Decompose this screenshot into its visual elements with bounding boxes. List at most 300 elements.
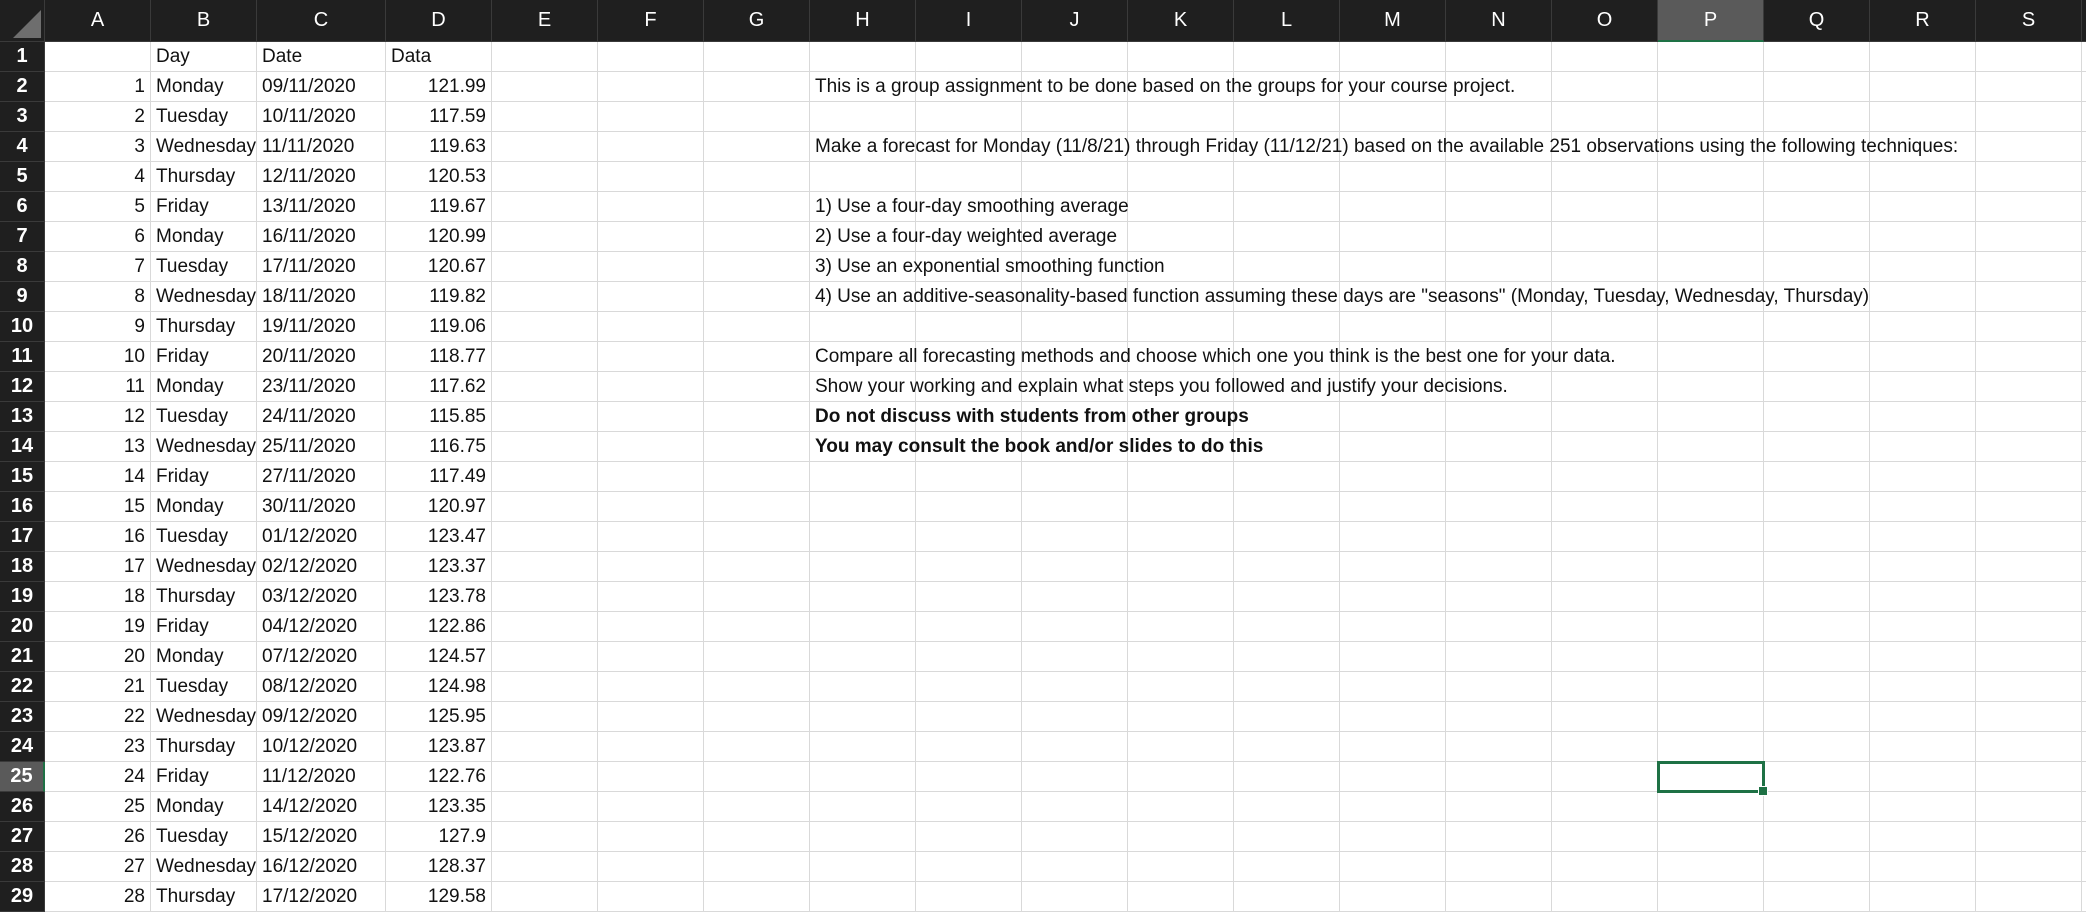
cell-n26[interactable] [1446, 792, 1552, 822]
cell-g6[interactable] [704, 192, 810, 222]
cell-d19[interactable]: 123.78 [386, 582, 492, 612]
cell-n13[interactable] [1446, 402, 1552, 432]
cell-f1[interactable] [598, 42, 704, 72]
cell-b1[interactable]: Day [151, 42, 257, 72]
cell-s15[interactable] [1976, 462, 2082, 492]
cell-a26[interactable]: 25 [45, 792, 151, 822]
cell-i18[interactable] [916, 552, 1022, 582]
cell-k28[interactable] [1128, 852, 1234, 882]
cell-o18[interactable] [1552, 552, 1658, 582]
cell-o22[interactable] [1552, 672, 1658, 702]
cell-d14[interactable]: 116.75 [386, 432, 492, 462]
cell-b4[interactable]: Wednesday [151, 132, 257, 162]
cell-a5[interactable]: 4 [45, 162, 151, 192]
cell-f4[interactable] [598, 132, 704, 162]
cell-e25[interactable] [492, 762, 598, 792]
cell-i19[interactable] [916, 582, 1022, 612]
cell-q7[interactable] [1764, 222, 1870, 252]
cell-a11[interactable]: 10 [45, 342, 151, 372]
cell-d26[interactable]: 123.35 [386, 792, 492, 822]
cell-o20[interactable] [1552, 612, 1658, 642]
cell-r15[interactable] [1870, 462, 1976, 492]
cell-f8[interactable] [598, 252, 704, 282]
cell-h23[interactable] [810, 702, 916, 732]
cell-m14[interactable] [1340, 432, 1446, 462]
cell-h10[interactable] [810, 312, 916, 342]
cell-q1[interactable] [1764, 42, 1870, 72]
cell-f11[interactable] [598, 342, 704, 372]
cell-r29[interactable] [1870, 882, 1976, 912]
cell-g11[interactable] [704, 342, 810, 372]
cell-e1[interactable] [492, 42, 598, 72]
cell-r14[interactable] [1870, 432, 1976, 462]
cell-g7[interactable] [704, 222, 810, 252]
cell-b11[interactable]: Friday [151, 342, 257, 372]
cell-a18[interactable]: 17 [45, 552, 151, 582]
cell-s29[interactable] [1976, 882, 2082, 912]
cell-h13[interactable]: Do not discuss with students from other groups [810, 402, 916, 432]
cell-n14[interactable] [1446, 432, 1552, 462]
cell-q19[interactable] [1764, 582, 1870, 612]
row-header-18[interactable]: 18 [0, 552, 45, 582]
cell-f27[interactable] [598, 822, 704, 852]
cell-a29[interactable]: 28 [45, 882, 151, 912]
column-header-e[interactable]: E [492, 0, 598, 42]
cell-g26[interactable] [704, 792, 810, 822]
column-header-a[interactable]: A [45, 0, 151, 42]
cell-p18[interactable] [1658, 552, 1764, 582]
cell-c16[interactable]: 30/11/2020 [257, 492, 386, 522]
cell-f2[interactable] [598, 72, 704, 102]
cell-b24[interactable]: Thursday [151, 732, 257, 762]
cell-a16[interactable]: 15 [45, 492, 151, 522]
cell-k6[interactable] [1128, 192, 1234, 222]
cell-p8[interactable] [1658, 252, 1764, 282]
cell-r28[interactable] [1870, 852, 1976, 882]
cell-p22[interactable] [1658, 672, 1764, 702]
cell-c3[interactable]: 10/11/2020 [257, 102, 386, 132]
cell-r9[interactable] [1870, 282, 1976, 312]
cell-f17[interactable] [598, 522, 704, 552]
cell-s23[interactable] [1976, 702, 2082, 732]
cell-b14[interactable]: Wednesday [151, 432, 257, 462]
cell-c19[interactable]: 03/12/2020 [257, 582, 386, 612]
cell-m19[interactable] [1340, 582, 1446, 612]
cell-c2[interactable]: 09/11/2020 [257, 72, 386, 102]
row-header-4[interactable]: 4 [0, 132, 45, 162]
row-header-27[interactable]: 27 [0, 822, 45, 852]
cell-l5[interactable] [1234, 162, 1340, 192]
cell-d29[interactable]: 129.58 [386, 882, 492, 912]
cell-l22[interactable] [1234, 672, 1340, 702]
cell-d9[interactable]: 119.82 [386, 282, 492, 312]
cell-r20[interactable] [1870, 612, 1976, 642]
cell-j16[interactable] [1022, 492, 1128, 522]
cell-j29[interactable] [1022, 882, 1128, 912]
cell-r18[interactable] [1870, 552, 1976, 582]
cell-e20[interactable] [492, 612, 598, 642]
cell-r6[interactable] [1870, 192, 1976, 222]
cell-j26[interactable] [1022, 792, 1128, 822]
cell-o24[interactable] [1552, 732, 1658, 762]
cell-i21[interactable] [916, 642, 1022, 672]
cell-e15[interactable] [492, 462, 598, 492]
cell-m15[interactable] [1340, 462, 1446, 492]
cell-m20[interactable] [1340, 612, 1446, 642]
cell-d3[interactable]: 117.59 [386, 102, 492, 132]
cell-d25[interactable]: 122.76 [386, 762, 492, 792]
cell-l29[interactable] [1234, 882, 1340, 912]
cell-e6[interactable] [492, 192, 598, 222]
cell-l19[interactable] [1234, 582, 1340, 612]
cell-d15[interactable]: 117.49 [386, 462, 492, 492]
cell-q13[interactable] [1764, 402, 1870, 432]
cell-f3[interactable] [598, 102, 704, 132]
cell-g13[interactable] [704, 402, 810, 432]
cell-p11[interactable] [1658, 342, 1764, 372]
cell-s5[interactable] [1976, 162, 2082, 192]
cell-o10[interactable] [1552, 312, 1658, 342]
cell-g23[interactable] [704, 702, 810, 732]
cell-h20[interactable] [810, 612, 916, 642]
cell-a1[interactable] [45, 42, 151, 72]
cell-b2[interactable]: Monday [151, 72, 257, 102]
cell-s26[interactable] [1976, 792, 2082, 822]
column-header-d[interactable]: D [386, 0, 492, 42]
cell-i24[interactable] [916, 732, 1022, 762]
cell-g3[interactable] [704, 102, 810, 132]
cell-a27[interactable]: 26 [45, 822, 151, 852]
cell-s20[interactable] [1976, 612, 2082, 642]
column-header-b[interactable]: B [151, 0, 257, 42]
cell-c21[interactable]: 07/12/2020 [257, 642, 386, 672]
cell-p28[interactable] [1658, 852, 1764, 882]
cell-p19[interactable] [1658, 582, 1764, 612]
cell-g12[interactable] [704, 372, 810, 402]
cell-p14[interactable] [1658, 432, 1764, 462]
cell-e28[interactable] [492, 852, 598, 882]
cell-k17[interactable] [1128, 522, 1234, 552]
cell-s22[interactable] [1976, 672, 2082, 702]
cell-a28[interactable]: 27 [45, 852, 151, 882]
cell-o26[interactable] [1552, 792, 1658, 822]
cell-i3[interactable] [916, 102, 1022, 132]
cell-l1[interactable] [1234, 42, 1340, 72]
cell-o15[interactable] [1552, 462, 1658, 492]
cell-h24[interactable] [810, 732, 916, 762]
cell-n24[interactable] [1446, 732, 1552, 762]
cell-i23[interactable] [916, 702, 1022, 732]
cell-d23[interactable]: 125.95 [386, 702, 492, 732]
cell-e12[interactable] [492, 372, 598, 402]
cell-m13[interactable] [1340, 402, 1446, 432]
cell-b7[interactable]: Monday [151, 222, 257, 252]
cell-e22[interactable] [492, 672, 598, 702]
cell-n20[interactable] [1446, 612, 1552, 642]
cell-g25[interactable] [704, 762, 810, 792]
cell-j17[interactable] [1022, 522, 1128, 552]
cell-h12[interactable]: Show your working and explain what steps you followed and justify your decisions. [810, 372, 916, 402]
cell-g15[interactable] [704, 462, 810, 492]
cell-o6[interactable] [1552, 192, 1658, 222]
cell-q21[interactable] [1764, 642, 1870, 672]
cell-s25[interactable] [1976, 762, 2082, 792]
cell-j22[interactable] [1022, 672, 1128, 702]
cell-q15[interactable] [1764, 462, 1870, 492]
cell-o29[interactable] [1552, 882, 1658, 912]
cell-q18[interactable] [1764, 552, 1870, 582]
cell-n25[interactable] [1446, 762, 1552, 792]
row-header-25[interactable]: 25 [0, 762, 45, 792]
cell-o3[interactable] [1552, 102, 1658, 132]
cell-e14[interactable] [492, 432, 598, 462]
cell-o8[interactable] [1552, 252, 1658, 282]
cell-j1[interactable] [1022, 42, 1128, 72]
cell-b22[interactable]: Tuesday [151, 672, 257, 702]
cell-m3[interactable] [1340, 102, 1446, 132]
cell-k3[interactable] [1128, 102, 1234, 132]
cell-a21[interactable]: 20 [45, 642, 151, 672]
cell-j15[interactable] [1022, 462, 1128, 492]
cell-m18[interactable] [1340, 552, 1446, 582]
cell-q24[interactable] [1764, 732, 1870, 762]
cell-p16[interactable] [1658, 492, 1764, 522]
cell-c14[interactable]: 25/11/2020 [257, 432, 386, 462]
cell-b26[interactable]: Monday [151, 792, 257, 822]
cell-r3[interactable] [1870, 102, 1976, 132]
cell-d21[interactable]: 124.57 [386, 642, 492, 672]
cell-m7[interactable] [1340, 222, 1446, 252]
cell-g22[interactable] [704, 672, 810, 702]
column-header-j[interactable]: J [1022, 0, 1128, 42]
cell-s12[interactable] [1976, 372, 2082, 402]
cell-f21[interactable] [598, 642, 704, 672]
cell-a25[interactable]: 24 [45, 762, 151, 792]
cell-o21[interactable] [1552, 642, 1658, 672]
cell-p2[interactable] [1658, 72, 1764, 102]
cell-c5[interactable]: 12/11/2020 [257, 162, 386, 192]
cell-l3[interactable] [1234, 102, 1340, 132]
cell-n17[interactable] [1446, 522, 1552, 552]
row-header-28[interactable]: 28 [0, 852, 45, 882]
cell-f9[interactable] [598, 282, 704, 312]
cell-r21[interactable] [1870, 642, 1976, 672]
cell-s27[interactable] [1976, 822, 2082, 852]
cell-h7[interactable]: 2) Use a four-day weighted average [810, 222, 916, 252]
cell-d10[interactable]: 119.06 [386, 312, 492, 342]
cell-m25[interactable] [1340, 762, 1446, 792]
cell-g24[interactable] [704, 732, 810, 762]
cell-r1[interactable] [1870, 42, 1976, 72]
cell-m16[interactable] [1340, 492, 1446, 522]
cell-c27[interactable]: 15/12/2020 [257, 822, 386, 852]
cell-e23[interactable] [492, 702, 598, 732]
cell-d12[interactable]: 117.62 [386, 372, 492, 402]
cell-s14[interactable] [1976, 432, 2082, 462]
cell-p23[interactable] [1658, 702, 1764, 732]
cell-o25[interactable] [1552, 762, 1658, 792]
cell-m10[interactable] [1340, 312, 1446, 342]
cell-j25[interactable] [1022, 762, 1128, 792]
cell-j10[interactable] [1022, 312, 1128, 342]
cell-j3[interactable] [1022, 102, 1128, 132]
cell-k20[interactable] [1128, 612, 1234, 642]
cell-g14[interactable] [704, 432, 810, 462]
cell-n10[interactable] [1446, 312, 1552, 342]
cell-n1[interactable] [1446, 42, 1552, 72]
cell-o2[interactable] [1552, 72, 1658, 102]
cell-o13[interactable] [1552, 402, 1658, 432]
cell-q16[interactable] [1764, 492, 1870, 522]
cell-n7[interactable] [1446, 222, 1552, 252]
cell-r10[interactable] [1870, 312, 1976, 342]
cell-s2[interactable] [1976, 72, 2082, 102]
cell-b17[interactable]: Tuesday [151, 522, 257, 552]
cell-c13[interactable]: 24/11/2020 [257, 402, 386, 432]
cell-p20[interactable] [1658, 612, 1764, 642]
cell-s19[interactable] [1976, 582, 2082, 612]
cell-f25[interactable] [598, 762, 704, 792]
cell-g21[interactable] [704, 642, 810, 672]
cell-a7[interactable]: 6 [45, 222, 151, 252]
cell-l17[interactable] [1234, 522, 1340, 552]
row-header-8[interactable]: 8 [0, 252, 45, 282]
cell-q23[interactable] [1764, 702, 1870, 732]
cell-h6[interactable]: 1) Use a four-day smoothing average [810, 192, 916, 222]
row-header-13[interactable]: 13 [0, 402, 45, 432]
cell-q5[interactable] [1764, 162, 1870, 192]
cell-q11[interactable] [1764, 342, 1870, 372]
cell-c20[interactable]: 04/12/2020 [257, 612, 386, 642]
cell-i26[interactable] [916, 792, 1022, 822]
column-header-k[interactable]: K [1128, 0, 1234, 42]
cell-q29[interactable] [1764, 882, 1870, 912]
cell-p24[interactable] [1658, 732, 1764, 762]
cell-h16[interactable] [810, 492, 916, 522]
cell-h5[interactable] [810, 162, 916, 192]
cell-k27[interactable] [1128, 822, 1234, 852]
cell-n27[interactable] [1446, 822, 1552, 852]
cell-m26[interactable] [1340, 792, 1446, 822]
cell-c4[interactable]: 11/11/2020 [257, 132, 386, 162]
cell-b18[interactable]: Wednesday [151, 552, 257, 582]
cell-b6[interactable]: Friday [151, 192, 257, 222]
cell-f13[interactable] [598, 402, 704, 432]
cell-i10[interactable] [916, 312, 1022, 342]
cell-i17[interactable] [916, 522, 1022, 552]
column-header-h[interactable]: H [810, 0, 916, 42]
cell-g18[interactable] [704, 552, 810, 582]
cell-d16[interactable]: 120.97 [386, 492, 492, 522]
cell-c26[interactable]: 14/12/2020 [257, 792, 386, 822]
cell-o1[interactable] [1552, 42, 1658, 72]
cell-s10[interactable] [1976, 312, 2082, 342]
cell-h17[interactable] [810, 522, 916, 552]
cell-r12[interactable] [1870, 372, 1976, 402]
cell-p26[interactable] [1658, 792, 1764, 822]
cell-s6[interactable] [1976, 192, 2082, 222]
cell-r22[interactable] [1870, 672, 1976, 702]
cell-f7[interactable] [598, 222, 704, 252]
cell-p13[interactable] [1658, 402, 1764, 432]
cell-l25[interactable] [1234, 762, 1340, 792]
cell-g27[interactable] [704, 822, 810, 852]
cell-c7[interactable]: 16/11/2020 [257, 222, 386, 252]
cell-b21[interactable]: Monday [151, 642, 257, 672]
cell-s3[interactable] [1976, 102, 2082, 132]
cell-e3[interactable] [492, 102, 598, 132]
cell-a13[interactable]: 12 [45, 402, 151, 432]
cell-e16[interactable] [492, 492, 598, 522]
cell-s9[interactable] [1976, 282, 2082, 312]
cell-g19[interactable] [704, 582, 810, 612]
cell-l7[interactable] [1234, 222, 1340, 252]
cell-h2[interactable]: This is a group assignment to be done based on the groups for your course project. [810, 72, 916, 102]
cell-k26[interactable] [1128, 792, 1234, 822]
cell-e29[interactable] [492, 882, 598, 912]
cell-a12[interactable]: 11 [45, 372, 151, 402]
cell-s16[interactable] [1976, 492, 2082, 522]
cell-p17[interactable] [1658, 522, 1764, 552]
row-header-7[interactable]: 7 [0, 222, 45, 252]
cell-k24[interactable] [1128, 732, 1234, 762]
cell-n3[interactable] [1446, 102, 1552, 132]
cell-g16[interactable] [704, 492, 810, 522]
cell-n28[interactable] [1446, 852, 1552, 882]
cell-r16[interactable] [1870, 492, 1976, 522]
cell-g17[interactable] [704, 522, 810, 552]
cell-l6[interactable] [1234, 192, 1340, 222]
cell-h4[interactable]: Make a forecast for Monday (11/8/21) through Friday (11/12/21) based on the available 251 observations using the following techniques: [810, 132, 916, 162]
cell-m5[interactable] [1340, 162, 1446, 192]
row-header-15[interactable]: 15 [0, 462, 45, 492]
column-header-m[interactable]: M [1340, 0, 1446, 42]
cell-k15[interactable] [1128, 462, 1234, 492]
cell-e13[interactable] [492, 402, 598, 432]
cell-o19[interactable] [1552, 582, 1658, 612]
cell-h19[interactable] [810, 582, 916, 612]
cell-a2[interactable]: 1 [45, 72, 151, 102]
cell-b20[interactable]: Friday [151, 612, 257, 642]
cell-n23[interactable] [1446, 702, 1552, 732]
cell-q28[interactable] [1764, 852, 1870, 882]
row-header-26[interactable]: 26 [0, 792, 45, 822]
cell-l16[interactable] [1234, 492, 1340, 522]
cell-a4[interactable]: 3 [45, 132, 151, 162]
cell-f18[interactable] [598, 552, 704, 582]
cell-b9[interactable]: Wednesday [151, 282, 257, 312]
cell-e8[interactable] [492, 252, 598, 282]
row-header-11[interactable]: 11 [0, 342, 45, 372]
cell-c17[interactable]: 01/12/2020 [257, 522, 386, 552]
cell-q12[interactable] [1764, 372, 1870, 402]
cell-b5[interactable]: Thursday [151, 162, 257, 192]
row-header-5[interactable]: 5 [0, 162, 45, 192]
cell-g28[interactable] [704, 852, 810, 882]
cell-a19[interactable]: 18 [45, 582, 151, 612]
cell-k19[interactable] [1128, 582, 1234, 612]
cell-r23[interactable] [1870, 702, 1976, 732]
cell-e21[interactable] [492, 642, 598, 672]
cell-h26[interactable] [810, 792, 916, 822]
cell-m21[interactable] [1340, 642, 1446, 672]
cell-o28[interactable] [1552, 852, 1658, 882]
cell-s17[interactable] [1976, 522, 2082, 552]
cell-o5[interactable] [1552, 162, 1658, 192]
cell-q22[interactable] [1764, 672, 1870, 702]
cell-p10[interactable] [1658, 312, 1764, 342]
cell-o17[interactable] [1552, 522, 1658, 552]
